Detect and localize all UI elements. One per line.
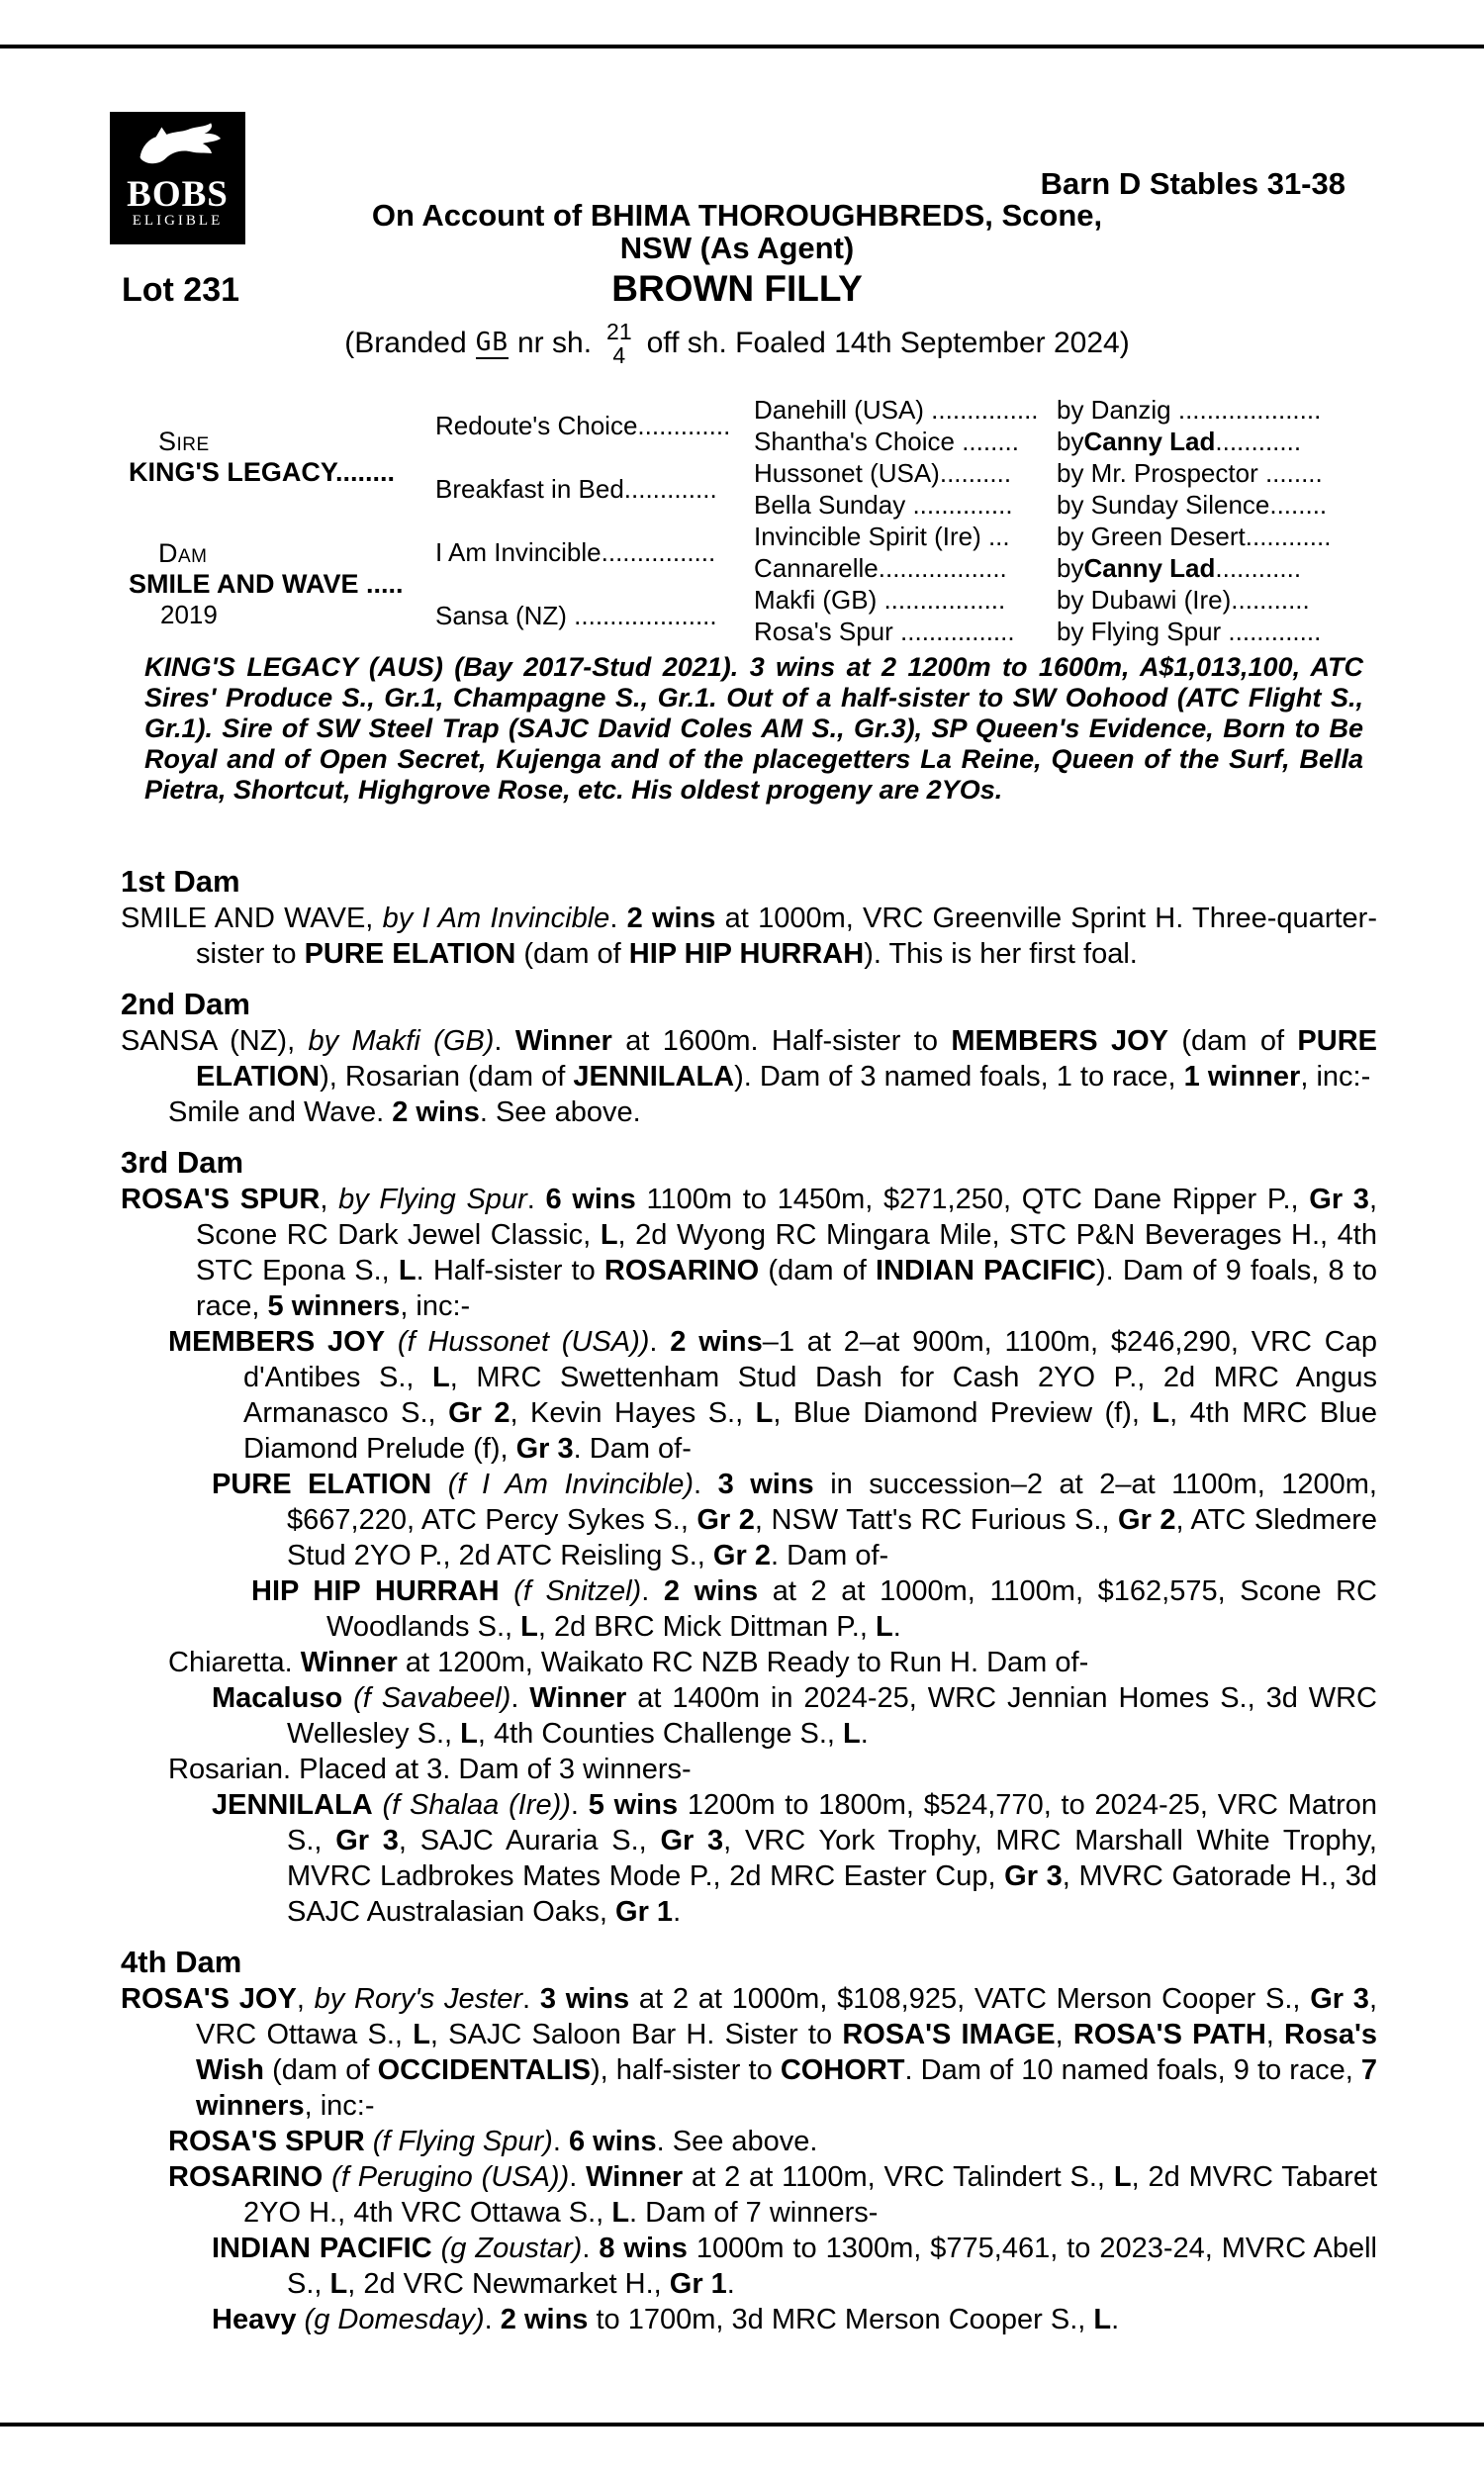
pedigree-paragraph: ROSA'S SPUR, by Flying Spur. 6 wins 1100m to 1450m, $271,250, QTC Dane Ripper P., Gr 3, Scone RC Dark Jewel Classic, L, 2d Wyong RC Mingara Mile, STC P&N Beverages H., 4th STC Epona S., L. Half-sister to ROSARINO (dam of INDIAN PACIFIC). Dam of 9 foals, 8 to race, 5 winners, inc:- (121, 1184, 1378, 1322)
dam-sections (121, 863, 1377, 2337)
pedigree-gen3-cell: Invincible Spirit (Ire) ... (754, 521, 1010, 551)
brand-fraction-top: 21 (606, 319, 632, 344)
pedigree-paragraph: HIP HIP HURRAH (f Snitzel). 2 wins at 2 at 1000m, 1100m, $162,575, Scone RC Woodlands S., L, 2d BRC Mick Dittman P., L. (251, 1575, 1378, 1643)
section-header: 2nd Dam (121, 987, 250, 1021)
brand-mark: GB (475, 328, 509, 357)
pedigree-generation-label: Sire (158, 427, 210, 456)
sire-summary-paragraph: KING'S LEGACY (AUS) (Bay 2017-Stud 2021). 3 wins at 2 1200m to 1600m, A$1,013,100, ATC Sires' Produce S., Gr.1, Champagne S., Gr.1. Out of a half-sister to SW Oohood (ATC Flight S., Gr.1). Sire of SW Steel Trap (SAJC David Coles AM S., Gr.3), SP Queen's Evidence, Born to Be Royal and of Open Secret, Kujenga and of the placegetters La Reine, Queen of the Surf, Bella Pietra, Shortcut, Highgrove Rose, etc. His oldest progeny are 2YOs. (144, 652, 1363, 805)
pedigree-dam-block (129, 521, 435, 647)
brand-fraction (606, 320, 632, 367)
pedigree-paragraph: SMILE AND WAVE, by I Am Invincible. 2 wins at 1000m, VRC Greenville Sprint H. Three-quarter-sister to PURE ELATION (dam of HIP HIP HURRAH). This is her first foal. (121, 903, 1377, 970)
logo-subtext: ELIGIBLE (132, 213, 224, 229)
pedigree-paragraph: Macaluso (f Savabeel). Winner at 1400m in 2024-25, WRC Jennian Homes S., 3d WRC Wellesley S., L, 4th Counties Challenge S., L. (212, 1682, 1378, 1750)
pedigree-gen2-cell: I Am Invincible................ (435, 536, 716, 567)
pedigree-horse-name: SMILE AND WAVE ..... (129, 568, 404, 599)
pedigree-paragraph: ROSA'S JOY, by Rory's Jester. 3 wins at 2 at 1000m, $108,925, VATC Merson Cooper S., Gr 3, VRC Ottawa S., L, SAJC Saloon Bar H. Sister to ROSA'S IMAGE, ROSA'S PATH, Rosa's Wish (dam of OCCIDENTALIS), half-sister to COHORT. Dam of 10 named foals, 9 to race, 7 winners, inc:- (121, 1983, 1377, 2122)
brand-fraction-bottom: 4 (612, 342, 626, 368)
pedigree-gen4-cell: by Canny Lad ............ (1057, 426, 1302, 456)
vendor-line-2: NSW (As Agent) (619, 231, 855, 265)
pedigree-paragraph: INDIAN PACIFIC (g Zoustar). 8 wins 1000m to 1300m, $775,461, to 2023-24, MVRC Abell S., L, 2d VRC Newmarket H., Gr 1. (212, 2233, 1377, 2300)
pedigree-gen3-cell: Hussonet (USA).......... (754, 457, 1012, 488)
lot-number: Lot 231 (122, 271, 240, 309)
brand-rest: off sh. Foaled 14th September 2024) (646, 327, 1130, 359)
pedigree-horse-name: KING'S LEGACY........ (129, 457, 395, 487)
pedigree-gen3-cell: Shantha's Choice ........ (754, 426, 1019, 456)
pedigree-gen4-cell: by Canny Lad ............ (1057, 552, 1302, 583)
pedigree-gen3-cell: Cannarelle.................. (754, 552, 1007, 583)
vendor-lines (0, 199, 1474, 264)
logo-wordmark: BOBS (127, 174, 229, 215)
top-rule (0, 45, 1484, 48)
bottom-rule (0, 2423, 1484, 2426)
pedigree-paragraph: Rosarian. Placed at 3. Dam of 3 winners- (168, 1754, 692, 1785)
pedigree-sire-block (129, 394, 435, 521)
pedigree-paragraph: Smile and Wave. 2 wins. See above. (168, 1096, 641, 1128)
section-header: 1st Dam (121, 864, 240, 899)
page-title: BROWN FILLY (611, 268, 863, 309)
pedigree-gen4-cell: by Flying Spur ............. (1057, 616, 1322, 646)
pedigree-gen2-cell: Breakfast in Bed............. (435, 473, 717, 504)
pedigree-paragraph: MEMBERS JOY (f Hussonet (USA)). 2 wins–1 at 2–at 900m, 1100m, $246,290, VRC Cap d'Antibes S., L, MRC Swettenham Stud Dash for Cash 2YO P., 2d MRC Angus Armanasco S., Gr 2, Kevin Hayes S., L, Blue Diamond Preview (f), L, 4th MRC Blue Diamond Prelude (f), Gr 3. Dam of- (168, 1326, 1377, 1465)
section-header: 4th Dam (121, 1945, 242, 1979)
pedigree-gen2-cell: Redoute's Choice............. (435, 410, 731, 440)
pedigree-gen3-cell: Bella Sunday .............. (754, 489, 1013, 520)
vendor-line-1: On Account of BHIMA THOROUGHBREDS, Scone, (371, 198, 1103, 233)
pedigree-paragraph: JENNILALA (f Shalaa (Ire)). 5 wins 1200m to 1800m, $524,770, to 2024-25, VRC Matron S., Gr 3, SAJC Auraria S., Gr 3, VRC York Trophy, MRC Marshall White Trophy, MVRC Ladbrokes Mates Mode P., 2d MRC Easter Cup, Gr 3, MVRC Gatorade H., 3d SAJC Australasian Oaks, Gr 1. (212, 1789, 1377, 1928)
pedigree-paragraph: Heavy (g Domesday). 2 wins to 1700m, 3d MRC Merson Cooper S., L. (212, 2304, 1120, 2335)
pedigree-dam-year: 2019 (160, 599, 218, 629)
pedigree-gen3-cell: Makfi (GB) ................. (754, 584, 1006, 615)
pedigree-gen4-cell: by Green Desert............ (1057, 521, 1332, 551)
horse-icon (127, 120, 230, 177)
pedigree-paragraph: ROSA'S SPUR (f Flying Spur). 6 wins. See above. (168, 2126, 818, 2157)
section-header: 3rd Dam (121, 1145, 244, 1180)
pedigree-paragraph: ROSARINO (f Perugino (USA)). Winner at 2 at 1100m, VRC Talindert S., L, 2d MVRC Tabaret 2YO H., 4th VRC Ottawa S., L. Dam of 7 winners- (168, 2161, 1378, 2229)
pedigree-table (129, 394, 1415, 647)
pedigree-generation-label: Dam (158, 537, 208, 568)
brand-line (0, 313, 1474, 374)
pedigree-gen2-cell: Sansa (NZ) .................... (435, 600, 717, 630)
pedigree-gen4-cell: by Dubawi (Ire)........... (1057, 584, 1310, 615)
brand-near-shoulder: nr sh. (517, 327, 593, 359)
pedigree-paragraph: Chiaretta. Winner at 1200m, Waikato RC NZB Ready to Run H. Dam of- (168, 1647, 1089, 1678)
pedigree-gen4-cell: by Sunday Silence........ (1057, 489, 1328, 520)
pedigree-gen4-cell: by Danzig .................... (1057, 394, 1322, 425)
pedigree-paragraph: PURE ELATION (f I Am Invincible). 3 wins in succession–2 at 2–at 1100m, 1200m, $667,220, ATC Percy Sykes S., Gr 2, NSW Tatt's RC Furious S., Gr 2, ATC Sledmere Stud 2YO P., 2d ATC Reisling S., Gr 2. Dam of- (212, 1469, 1378, 1571)
brand-open: (Branded (344, 327, 467, 359)
pedigree-paragraph: SANSA (NZ), by Makfi (GB). Winner at 1600m. Half-sister to MEMBERS JOY (dam of PURE ELATION), Rosarian (dam of JENNILALA). Dam of 3 named foals, 1 to race, 1 winner, inc:- (121, 1025, 1377, 1093)
pedigree-gen4-cell: by Mr. Prospector ........ (1057, 457, 1323, 488)
pedigree-gen3-cell: Danehill (USA) ............... (754, 394, 1039, 425)
barn-line: Barn D Stables 31-38 (1040, 166, 1345, 201)
pedigree-gen3-cell: Rosa's Spur ................ (754, 616, 1015, 646)
